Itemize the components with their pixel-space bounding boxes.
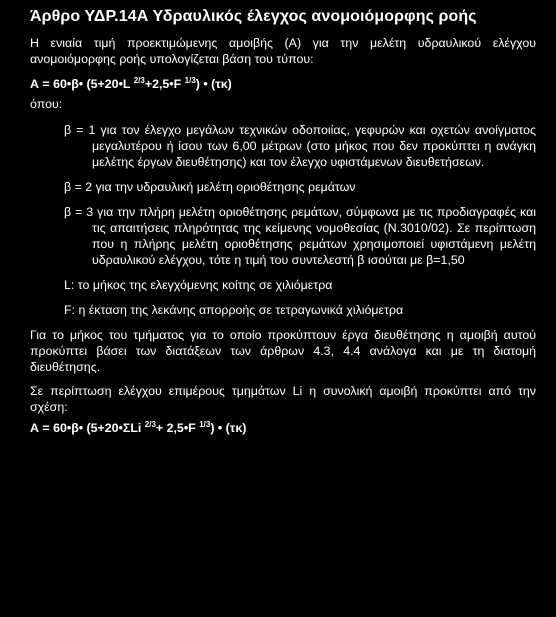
formula-exponent: 2/3: [144, 420, 156, 429]
formula-exponent: 1/3: [184, 76, 196, 85]
formula-part: Α = 60•β• (5+20•ΣLi: [30, 421, 145, 435]
fee-formula: [30, 76, 536, 92]
partial-paragraph: Σε περίπτωση ελέγχου επιμέρους τμημάτων Li η συνολική αμοιβή προκύπτει από την σχέση:: [30, 384, 536, 414]
definition-item: β = 3 για την πλήρη μελέτη οριοθέτησης ρεμάτων, σύμφωνα με τις προδιαγραφές και τις απαιτήσεις πληρότητας της κείμενης νομοθεσίας (Ν.3010/02). Σε περίπτωση που η πλήρης μελέτη οριοθέτησης ρεμάτων χρησιμοποιεί υφιστάμενη μελέτη υδραυλικού ελέγχου, τότε η τιμή του συντελεστή β ισούται με β=1,50: [64, 205, 536, 267]
definition-item: β = 1 για τον έλεγχο μεγάλων τεχνικών οδοποιίας, γεφυρών και οχετών ανοίγματος μεγαλυτέρου ή ίσου των 6,00 μέτρων (στο μήκος που δεν προκύπτει η ανάγκη μελέτης έργων διευθέτησης) και τον έλεγχο υφιστάμενων διευθετήσεων.: [64, 123, 536, 169]
definition-item: F: η έκταση της λεκάνης απορροής σε τετραγωνικά χιλιόμετρα: [64, 303, 404, 317]
definition-item: β = 2 για την υδραυλική μελέτη οριοθέτησης ρεμάτων: [64, 180, 356, 194]
formula-exponent: 2/3: [133, 76, 145, 85]
partial-fee-formula: [30, 420, 536, 436]
formula-part: +2,5•F: [144, 77, 185, 91]
formula-part: + 2,5•F: [155, 421, 200, 435]
intro-paragraph: Η ενιαία τιμή προεκτιμώμενης αμοιβής (Α) για την μελέτη υδραυλικού ελέγχου ανομοιόμορφης ροής υπολογίζεται βάση του τύπου:: [30, 36, 536, 66]
formula-exponent: 1/3: [199, 420, 211, 429]
formula-part: ) • (τκ): [195, 77, 232, 91]
article-heading: Άρθρο ΥΔΡ.14Α Υδραυλικός έλεγχος ανομοιόμορφης ροής: [30, 8, 477, 25]
formula-part: ) • (τκ): [210, 421, 247, 435]
definitions-list: [64, 122, 536, 318]
where-label: όπου:: [30, 97, 63, 111]
length-paragraph: Για το μήκος του τμήματος για το οποίο προκύπτουν έργα διευθέτησης η αμοιβή αυτού προκύπτει βάσει των διατάξεων των άρθρων 4.3, 4.4 ανάλογα και με τη διατομή διευθέτησης.: [30, 328, 536, 374]
definition-item: L: το μήκος της ελεγχόμενης κοίτης σε χιλιόμετρα: [64, 278, 333, 292]
closing-section: [30, 327, 536, 436]
formula-part: Α = 60•β• (5+20•L: [30, 77, 134, 91]
